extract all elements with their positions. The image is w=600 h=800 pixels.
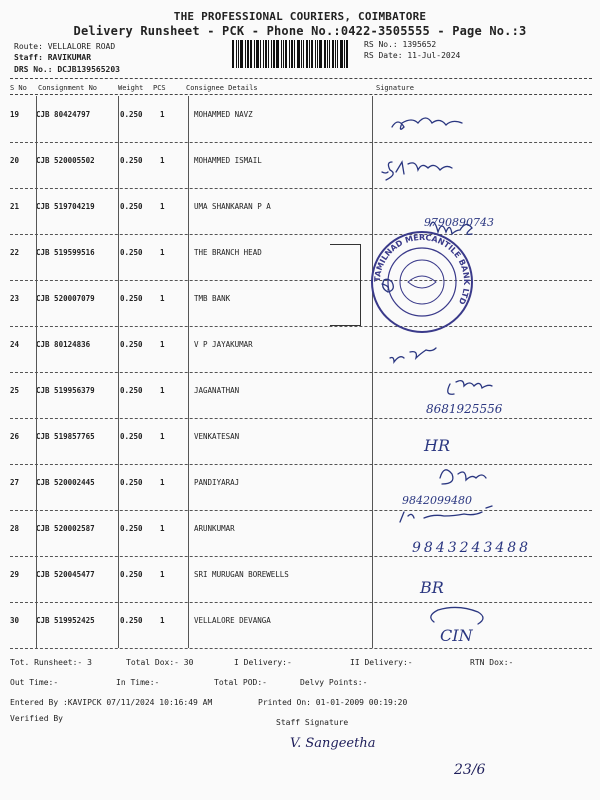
barcode-bar — [319, 40, 322, 68]
cell-name: PANDIYARAJ — [194, 478, 240, 487]
barcode-bar — [332, 40, 334, 68]
signature-row24 — [390, 348, 436, 362]
cell-weight: 0.250 — [120, 202, 143, 211]
barcode-bar — [238, 40, 239, 68]
staff-signature-label: Staff Signature — [276, 718, 349, 727]
barcode-bar — [254, 40, 255, 68]
cell-pcs: 1 — [160, 432, 165, 441]
signature-row29: BR — [420, 578, 444, 597]
out-time: Out Time:- — [10, 678, 59, 687]
verified-by: Verified By — [10, 714, 63, 723]
cell-consignment: CJB 520002445 — [36, 478, 95, 487]
staff-signature-name: V. Sangeetha — [290, 736, 376, 751]
cell-name: VENKATESAN — [194, 432, 240, 441]
cell-sno: 27 — [10, 478, 20, 487]
page-mark: 23/6 — [454, 762, 486, 778]
signature-row27 — [440, 470, 486, 484]
cell-name: MOHAMMED NAVZ — [194, 110, 253, 119]
header-rule-bottom — [10, 94, 592, 95]
cell-consignment: CJB 519704219 — [36, 202, 95, 211]
barcode-bar — [260, 40, 261, 68]
total-dox: Total Dox:- 30 — [126, 658, 194, 667]
barcode — [232, 40, 360, 68]
cell-weight: 0.250 — [120, 386, 143, 395]
barcode-bar — [247, 40, 249, 68]
cell-name: THE BRANCH HEAD — [194, 248, 262, 257]
cell-weight: 0.250 — [120, 340, 143, 349]
barcode-bar — [340, 40, 343, 68]
total-pod: Total POD:- — [214, 678, 267, 687]
cell-weight: 0.250 — [120, 294, 143, 303]
cell-pcs: 1 — [160, 110, 165, 119]
cell-name: JAGANATHAN — [194, 386, 240, 395]
barcode-bar — [268, 40, 269, 68]
cell-consignment: CJB 520007079 — [36, 294, 95, 303]
barcode-bar — [250, 40, 252, 68]
cell-weight: 0.250 — [120, 524, 143, 533]
signature-row30-curve — [431, 607, 483, 624]
cell-pcs: 1 — [160, 156, 165, 165]
rtn-dox: RTN Dox:- — [470, 658, 514, 667]
cell-name: SRI MURUGAN BOREWELLS — [194, 570, 289, 579]
cell-name: TMB BANK — [194, 294, 231, 303]
cell-name: VELLALORE DEVANGA — [194, 616, 271, 625]
barcode-bar — [273, 40, 275, 68]
col-pcs: PCS — [153, 84, 166, 92]
i-delivery: I Delivery:- — [234, 658, 292, 667]
cell-pcs: 1 — [160, 340, 165, 349]
cell-pcs: 1 — [160, 616, 165, 625]
barcode-bar — [294, 40, 295, 68]
barcode-bar — [329, 40, 330, 68]
cell-weight: 0.250 — [120, 248, 143, 257]
stamp-text: TAMILNAD MERCANTILE BANK LTD — [372, 232, 472, 306]
barcode-bar — [240, 40, 243, 68]
cell-sno: 26 — [10, 432, 20, 441]
barcode-bar — [281, 40, 282, 68]
signature-row28 — [400, 506, 492, 522]
signature-row25 — [448, 381, 492, 395]
col-consignee: Consignee Details — [186, 84, 258, 92]
delvy-points: Delvy Points:- — [300, 678, 368, 687]
barcode-bar — [271, 40, 272, 68]
col-sno: S No — [10, 84, 27, 92]
cell-sno: 24 — [10, 340, 20, 349]
rs-date: RS Date: 11-Jul-2024 — [364, 51, 461, 60]
barcode-bar — [285, 40, 287, 68]
cell-sno: 22 — [10, 248, 20, 257]
cell-consignment: CJB 520002587 — [36, 524, 95, 533]
barcode-bar — [232, 40, 234, 68]
cell-name: UMA SHANKARAN P A — [194, 202, 271, 211]
cell-sno: 30 — [10, 616, 20, 625]
phone-row21: 9790890743 — [424, 216, 494, 229]
signature-row30: CIN — [440, 626, 473, 645]
barcode-bar — [303, 40, 304, 68]
handwritten-marks — [20, 100, 600, 660]
barcode-bar — [337, 40, 338, 68]
cell-consignment: CJB 80424797 — [36, 110, 91, 119]
barcode-bar — [317, 40, 318, 68]
cell-pcs: 1 — [160, 248, 165, 257]
barcode-bar — [276, 40, 279, 68]
ii-delivery: II Delivery:- — [350, 658, 413, 667]
col-weight: Weight — [118, 84, 144, 92]
cell-pcs: 1 — [160, 478, 165, 487]
barcode-bar — [324, 40, 326, 68]
company-title: THE PROFESSIONAL COURIERS, COIMBATORE — [173, 10, 427, 23]
barcode-bar — [311, 40, 313, 68]
barcode-bar — [265, 40, 267, 68]
signature-row26: HR — [424, 436, 450, 455]
runsheet-title: Delivery Runsheet - PCK - Phone No.:0422-3505555 - Page No.:3 — [73, 24, 527, 38]
signature-row19 — [392, 118, 462, 129]
cell-sno: 28 — [10, 524, 20, 533]
barcode-bar — [289, 40, 290, 68]
cell-pcs: 1 — [160, 294, 165, 303]
rs-number: RS No.: 1395652 — [364, 40, 437, 49]
cell-weight: 0.250 — [120, 570, 143, 579]
barcode-bar — [236, 40, 237, 68]
total-runsheet: Tot. Runsheet:- 3 — [10, 658, 92, 667]
cell-weight: 0.250 — [120, 110, 143, 119]
barcode-bar — [256, 40, 259, 68]
cell-weight: 0.250 — [120, 432, 143, 441]
staff-label: Staff: RAVIKUMAR — [14, 53, 92, 62]
cell-consignment: CJB 520045477 — [36, 570, 95, 579]
cell-weight: 0.250 — [120, 478, 143, 487]
cell-sno: 20 — [10, 156, 20, 165]
cell-consignment: CJB 520005502 — [36, 156, 95, 165]
col-consignment: Consignment No — [38, 84, 98, 92]
signature-row20 — [382, 162, 452, 180]
cell-name: MOHAMMED ISMAIL — [194, 156, 262, 165]
barcode-bar — [263, 40, 264, 68]
cell-weight: 0.250 — [120, 156, 143, 165]
cell-sno: 29 — [10, 570, 20, 579]
in-time: In Time:- — [116, 678, 160, 687]
cell-consignment: CJB 519857765 — [36, 432, 95, 441]
cell-sno: 19 — [10, 110, 20, 119]
barcode-bar — [291, 40, 293, 68]
cell-sno: 23 — [10, 294, 20, 303]
drs-number: DRS No.: DCJB139565203 — [14, 65, 120, 74]
cell-pcs: 1 — [160, 524, 165, 533]
cell-consignment: CJB 519956379 — [36, 386, 95, 395]
cell-name: ARUNKUMAR — [194, 524, 235, 533]
barcode-bar — [315, 40, 316, 68]
barcode-bar — [344, 40, 345, 68]
cell-pcs: 1 — [160, 202, 165, 211]
printed-on: Printed On: 01-01-2009 00:19:20 — [258, 698, 408, 707]
phone-row28: 9843243488 — [412, 540, 532, 556]
cell-consignment: CJB 80124836 — [36, 340, 91, 349]
route-label: Route: VELLALORE ROAD — [14, 42, 116, 51]
cell-pcs: 1 — [160, 386, 165, 395]
barcode-bar — [297, 40, 300, 68]
barcode-bar — [301, 40, 302, 68]
barcode-bar — [283, 40, 284, 68]
entered-by: Entered By :KAVIPCK 07/11/2024 10:16:49 AM — [10, 698, 213, 707]
barcode-bar — [309, 40, 310, 68]
barcode-bar — [346, 40, 348, 68]
header-rule-top — [10, 78, 592, 79]
bracket-scribble — [382, 279, 393, 292]
cell-sno: 25 — [10, 386, 20, 395]
barcode-bar — [306, 40, 308, 68]
cell-consignment: CJB 519952425 — [36, 616, 95, 625]
barcode-bar — [335, 40, 336, 68]
barcode-bar — [245, 40, 246, 68]
phone-row25: 8681925556 — [426, 402, 503, 416]
cell-weight: 0.250 — [120, 616, 143, 625]
cell-consignment: CJB 519599516 — [36, 248, 95, 257]
cell-pcs: 1 — [160, 570, 165, 579]
cell-name: V P JAYAKUMAR — [194, 340, 253, 349]
cell-sno: 21 — [10, 202, 20, 211]
barcode-bar — [327, 40, 328, 68]
col-signature: Signature — [376, 84, 414, 92]
phone-row27: 9842099480 — [402, 494, 472, 507]
